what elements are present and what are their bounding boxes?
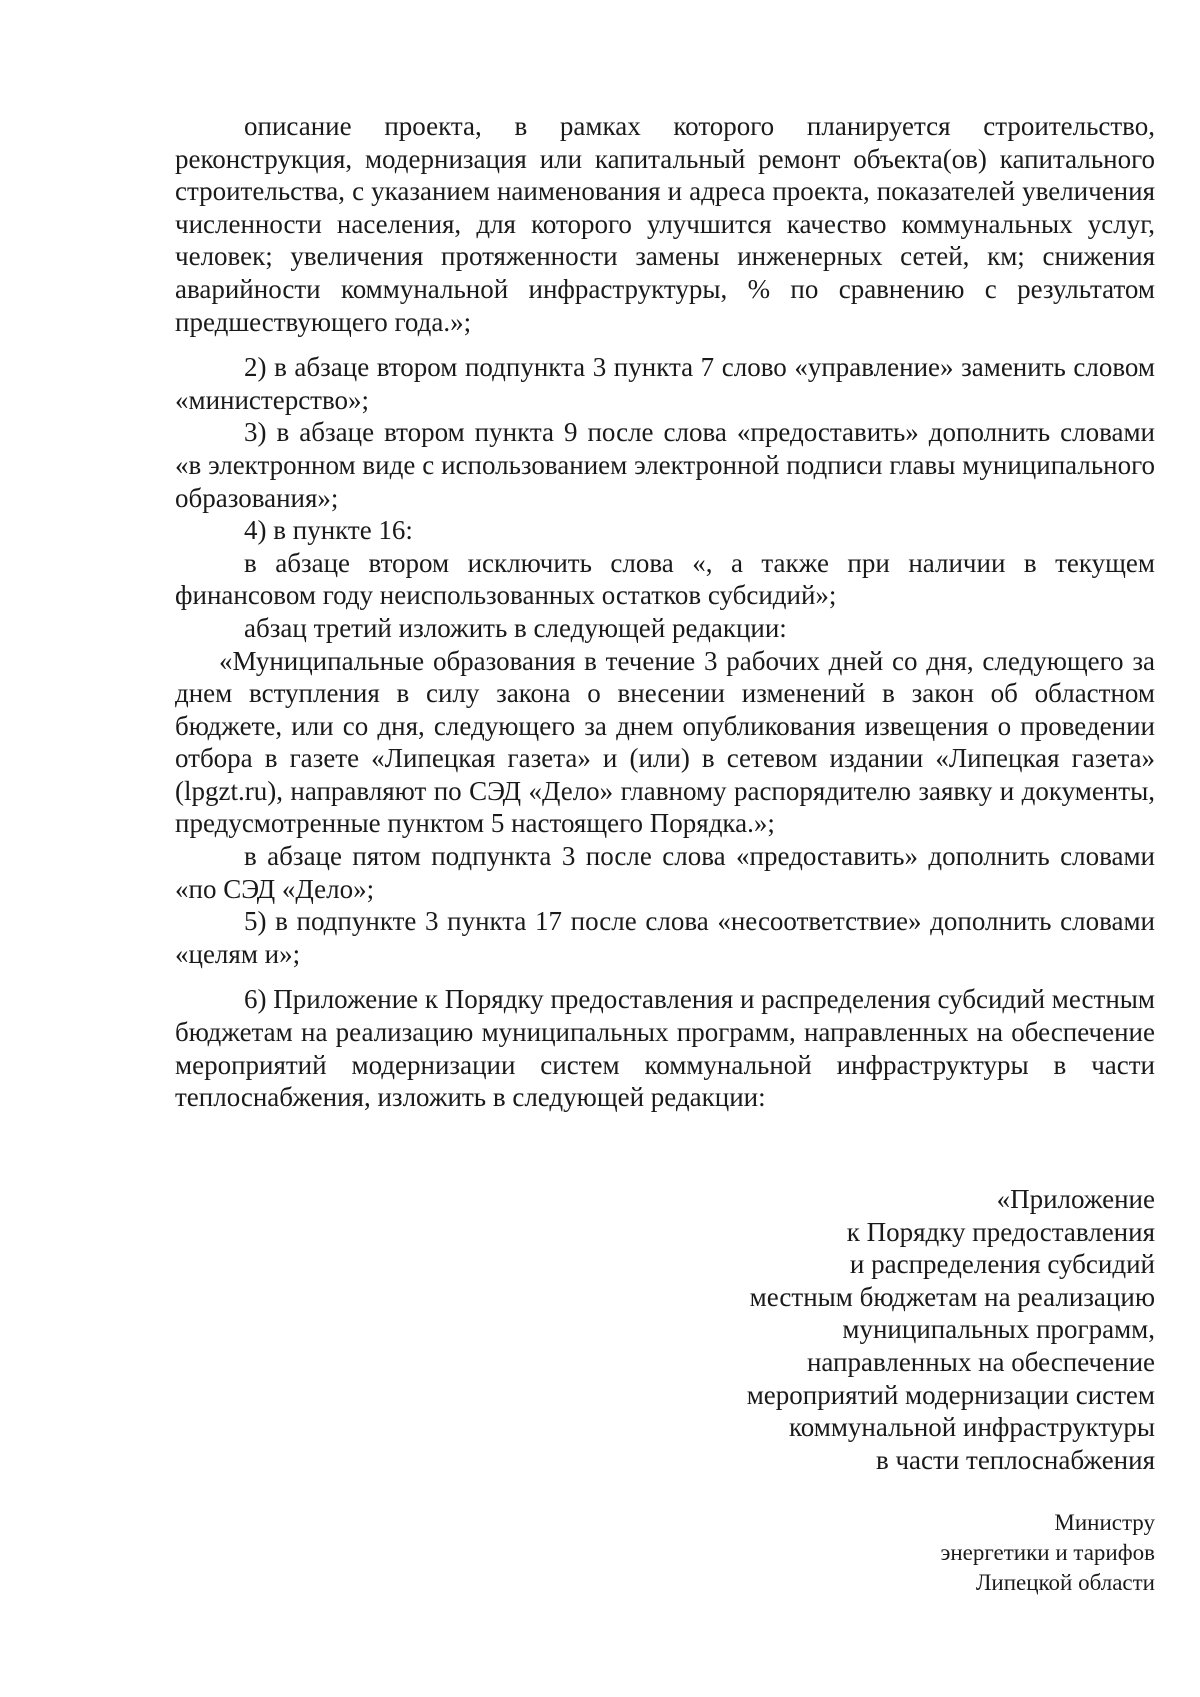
appendix-line: местным бюджетам на реализацию [749, 1281, 1155, 1312]
appendix-line: и распределения субсидий [849, 1249, 1155, 1280]
appendix-line: муниципальных программ, [842, 1314, 1155, 1345]
appendix-line: коммунальной инфраструктуры [789, 1412, 1155, 1443]
paragraph-item-5: 5) в подпункте 3 пункта 17 после слова «несоответствие» дополнить словами «целям и»; [175, 906, 1155, 969]
appendix-line: направленных на обеспечение [806, 1346, 1155, 1377]
appendix-header [635, 1183, 1155, 1476]
paragraph-item-3: 3) в абзаце втором пункта 9 после слова «предоставить» дополнить словами «в электронном виде с использованием электронной подписи главы муниципального образования»; [175, 417, 1155, 513]
paragraph-item-4-abzac-2: в абзаце втором исключить слова «, а также при наличии в текущем финансовом году неиспользованных остатков субсидий»; [175, 547, 1155, 611]
paragraph-item-2: 2) в абзаце втором подпункта 3 пункта 7 слово «управление» заменить словом «министерство»; [175, 352, 1155, 415]
paragraph-item-4-abzac-5: в абзаце пятом подпункта 3 после слова «предоставить» дополнить словами «по СЭД «Дело»; [175, 841, 1155, 904]
appendix-line: в части теплоснабжения [875, 1444, 1155, 1475]
paragraph-item-4-abzac-3: абзац третий изложить в следующей редакции: [244, 612, 787, 643]
paragraph-quoted-municipal: «Муниципальные образования в течение 3 рабочих дней со дня, следующего за днем вступления в силу закона о внесении изменений в закон об областном бюджете, или со дня, следующего за днем опубликования извещения о проведении отбора в газете «Липецкая газета» и (или) в сетевом издании «Липецкая газета» (lpgzt.ru), направляют по СЭД «Дело» главному распорядителю заявку и документы, предусмотренные пунктом 5 настоящего Порядка.»; [175, 645, 1155, 839]
document-body [175, 110, 1155, 1114]
paragraph-item-6: 6) Приложение к Порядку предоставления и распределения субсидий местным бюджетам на реализацию муниципальных программ, направленных на обеспечение мероприятий модернизации систем коммунальной инфраструктуры в части теплоснабжения, изложить в следующей редакции: [175, 984, 1155, 1113]
paragraph-project-description: описание проекта, в рамках которого планируется строительство, реконструкция, модернизация или капитальный ремонт объекта(ов) капитального строительства, с указанием наименования и адреса проекта, показателей увеличения численности населения, для которого улучшится качество коммунальных услуг, человек; увеличения протяженности замены инженерных сетей, км; снижения аварийности коммунальной инфраструктуры, % по сравнению с результатом предшествующего года.»; [175, 111, 1155, 337]
addressee-line: энергетики и тарифов [940, 1540, 1155, 1565]
addressee-line: Министру [1054, 1510, 1155, 1535]
paragraph-item-4: 4) в пункте 16: [244, 515, 413, 546]
appendix-line: «Приложение [996, 1184, 1155, 1214]
appendix-line: к Порядку предоставления [846, 1216, 1155, 1247]
appendix-line: мероприятий модернизации систем [746, 1379, 1155, 1410]
addressee-block [755, 1508, 1155, 1598]
addressee-line: Липецкой области [975, 1570, 1155, 1595]
